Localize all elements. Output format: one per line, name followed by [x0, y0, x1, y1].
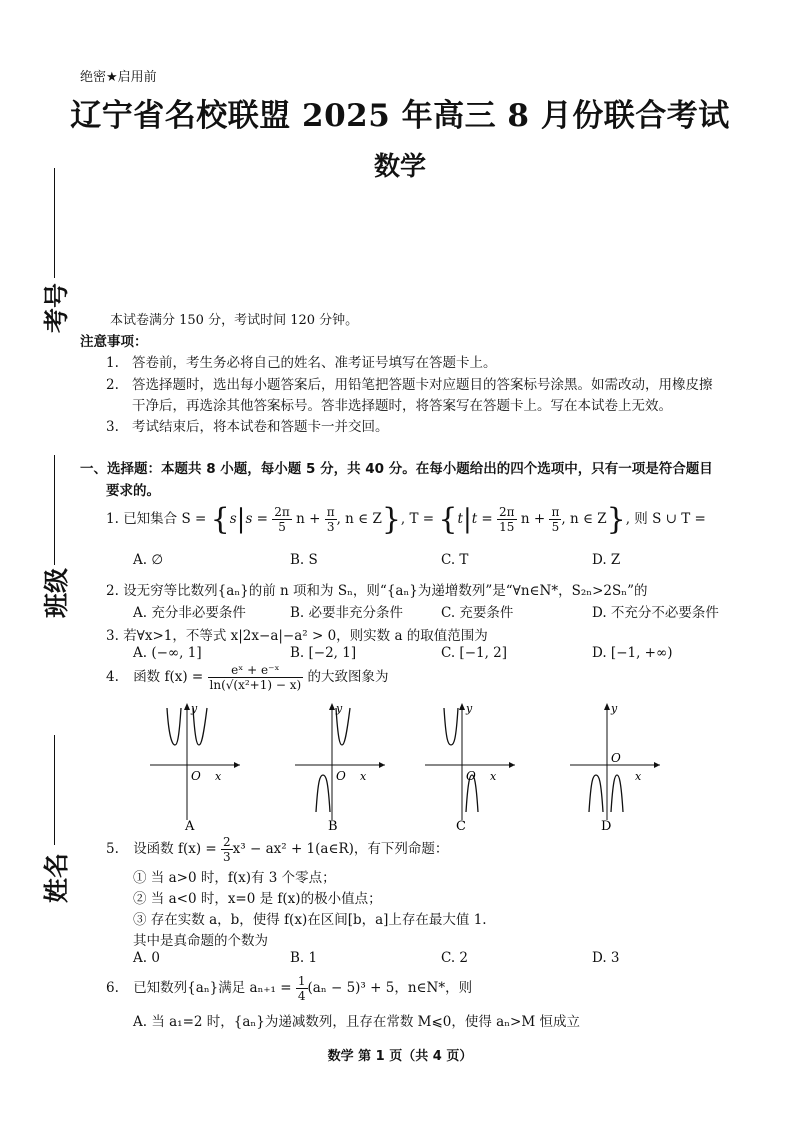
q1-s-brace-close: } — [381, 502, 401, 537]
graph-x-label: x — [490, 770, 497, 783]
q1-t-brace: { — [438, 502, 458, 537]
q1-option-d: D. Z — [592, 552, 621, 568]
q1-t-brace-close: } — [606, 502, 626, 537]
x-axis-arrow — [509, 762, 515, 768]
class-line — [54, 455, 55, 565]
q1-t-cond: t = — [471, 511, 493, 527]
frac-numerator: π — [551, 505, 560, 519]
class-label: 班级 — [42, 567, 72, 619]
q5-option-a: A. 0 — [133, 950, 160, 966]
q4-graph-d — [565, 700, 665, 835]
y-axis-arrow — [459, 703, 465, 710]
graph-x-label: x — [360, 770, 367, 783]
curve-left — [316, 775, 330, 812]
question-number: 5. — [106, 841, 119, 857]
q1-option-a: A. ∅ — [133, 552, 164, 568]
q6-option-a: A. 当 a₁=2 时，{aₙ}为递减数列，且存在常数 M⩽0，使得 aₙ>M 恒成立 — [133, 1014, 580, 1030]
q3-option-d: D. [−1, +∞) — [592, 645, 673, 661]
q1-t-tail: , n ∈ Z — [561, 511, 607, 527]
frac-denominator: 4 — [297, 989, 306, 1003]
graph-x-label: x — [215, 770, 222, 783]
q5-suffix: x³ − ax² + 1(a∈R)，有下列命题： — [232, 841, 449, 857]
q1-s-cond: s = — [245, 511, 268, 527]
q4-fraction — [208, 663, 304, 692]
section-header — [80, 458, 760, 502]
q4-graph-a — [145, 700, 245, 835]
frac-denominator: 5 — [551, 520, 560, 534]
q3-option-c: C. [−1, 2] — [441, 645, 508, 661]
q4-suffix: 的大致图象为 — [307, 669, 389, 685]
y-axis-arrow — [329, 703, 335, 710]
q6-suffix: (aₙ − 5)³ + 5，n∈N*，则 — [307, 980, 473, 996]
q5-question: 其中是真命题的个数为 — [133, 933, 268, 949]
q5-option-b: B. 1 — [290, 950, 318, 966]
graph-origin-label: O — [191, 769, 201, 783]
q1-t-mid: n + — [520, 511, 546, 527]
notice-item-2 — [106, 373, 713, 393]
q2-option-b: B. 必要非充分条件 — [290, 605, 404, 621]
frac-denominator: ln(√(x²+1) − x) — [209, 678, 302, 692]
section-line-1: 一、选择题：本题共 8 小题，每小题 5 分，共 40 分。在每小题给出的四个选项中，只有一项是符合题目 — [80, 461, 713, 477]
q5-fraction — [221, 835, 233, 864]
graph-y-label: y — [466, 702, 473, 715]
notice-title: 注意事项： — [80, 334, 148, 350]
q5-option-d: D. 3 — [592, 950, 620, 966]
q1-suffix: , 则 S ∪ T = — [625, 511, 706, 527]
y-axis-arrow — [184, 703, 190, 710]
subject-title: 数学 — [373, 152, 426, 182]
notice-item-3 — [106, 415, 389, 435]
q6-prefix: 已知数列{aₙ}满足 aₙ₊₁ = — [133, 980, 292, 996]
q1-s-brace: { — [210, 502, 230, 537]
q5-prefix: 设函数 f(x) = — [133, 841, 217, 857]
question-number: 3. — [106, 628, 119, 644]
section-line-2: 要求的。 — [106, 483, 160, 499]
q1-s-mid: n + — [296, 511, 321, 527]
q2-option-d: D. 不充分不必要条件 — [592, 605, 719, 621]
frac-denominator: 3 — [223, 850, 231, 864]
curve-left — [444, 708, 458, 745]
q1-s-bar: | — [236, 504, 246, 535]
frac-denominator: 5 — [278, 520, 286, 534]
frac-numerator: 2π — [274, 505, 290, 519]
question-text: 设无穷等比数列{aₙ}的前 n 项和为 Sₙ，则“{aₙ}为递增数列”是“∀n∈N*，S₂ₙ>2Sₙ”的 — [123, 583, 648, 599]
graph-origin-label: O — [336, 769, 346, 783]
curve-right — [611, 775, 623, 812]
x-axis-arrow — [379, 762, 385, 768]
graph-option-label: C — [456, 819, 466, 834]
q1-s-tail: , n ∈ Z — [336, 511, 382, 527]
q2-option-c: C. 充要条件 — [441, 605, 514, 621]
name-line — [54, 735, 55, 845]
exam-no-label: 考号 — [42, 282, 72, 334]
q1-t-frac2 — [549, 505, 561, 534]
question-1 — [106, 502, 706, 537]
graph-option-label: A — [185, 819, 195, 834]
notice-text: 考试结束后，将本试卷和答题卡一并交回。 — [132, 419, 389, 435]
frac-denominator: 3 — [326, 520, 335, 534]
page-footer: 数学 第 1 页（共 4 页） — [327, 1049, 473, 1064]
graph-x-label: x — [635, 770, 642, 783]
q6-fraction — [296, 974, 308, 1003]
q2-option-a: A. 充分非必要条件 — [133, 605, 246, 621]
question-text: 若∀x>1，不等式 x|2x−a|−a² > 0，则实数 a 的取值范围为 — [123, 628, 488, 644]
curve-left — [589, 775, 603, 812]
x-axis-arrow — [654, 762, 660, 768]
q1-prefix: 已知集合 S = — [123, 511, 207, 527]
q3-option-b: B. [−2, 1] — [290, 645, 357, 661]
question-5 — [106, 835, 448, 864]
question-number: 4. — [106, 669, 119, 685]
notice-num: 2. — [106, 377, 119, 393]
exam-no-line — [54, 168, 55, 278]
notice-item-1 — [106, 351, 497, 371]
curve-left — [167, 708, 181, 745]
q5-statement-2: ② 当 a<0 时，x=0 是 f(x)的极小值点； — [133, 891, 382, 907]
exam-title: 辽宁省名校联盟 2025 年高三 8 月份联合考试 — [70, 98, 730, 134]
intro-text: 本试卷满分 150 分，考试时间 120 分钟。 — [110, 313, 359, 328]
q1-s-frac2 — [325, 505, 337, 534]
graph-y-label: y — [336, 702, 343, 715]
x-axis-arrow — [234, 762, 240, 768]
q1-option-b: B. S — [290, 552, 318, 568]
graph-y-label: y — [611, 702, 618, 715]
question-number: 1. — [106, 511, 119, 527]
q3-option-a: A. (−∞, 1] — [133, 645, 202, 661]
graph-y-label: y — [191, 702, 198, 715]
confidential-mark: 绝密★启用前 — [80, 70, 157, 85]
frac-numerator: 2 — [223, 835, 231, 849]
q1-option-c: C. T — [441, 552, 469, 568]
notice-num: 1. — [106, 355, 119, 371]
q5-statement-1: ① 当 a>0 时，f(x)有 3 个零点； — [133, 870, 336, 886]
graph-option-label: B — [328, 819, 338, 834]
y-axis-arrow — [604, 703, 610, 710]
frac-numerator: π — [326, 505, 335, 519]
question-3 — [106, 624, 488, 644]
q1-t-frac1 — [497, 505, 517, 534]
question-number: 6. — [106, 980, 119, 996]
name-label: 姓名 — [42, 852, 72, 904]
q5-statement-3: ③ 存在实数 a，b，使得 f(x)在区间[b，a]上存在最大值 1. — [133, 912, 487, 928]
q1-s-frac1 — [272, 505, 292, 534]
frac-denominator: 15 — [499, 520, 515, 534]
frac-numerator: 1 — [297, 974, 306, 988]
question-6 — [106, 974, 472, 1003]
question-number: 2. — [106, 583, 119, 599]
question-2 — [106, 579, 647, 599]
question-4 — [106, 663, 389, 692]
graph-origin-label: O — [466, 769, 476, 783]
q5-option-c: C. 2 — [441, 950, 469, 966]
q4-graph-c — [420, 700, 520, 835]
q1-t-bar: | — [462, 504, 472, 535]
q4-graph-b — [290, 700, 390, 835]
notice-item-2-cont: 干净后，再选涂其他答案标号。答非选择题时，将答案写在答题卡上。写在本试卷上无效。 — [132, 398, 672, 414]
notice-text: 答卷前，考生务必将自己的姓名、准考证号填写在答题卡上。 — [132, 355, 497, 371]
q1-s-var: s — [229, 511, 237, 527]
q1-t-var: t — [457, 511, 463, 527]
q4-prefix: 函数 f(x) = — [133, 669, 204, 685]
graph-option-label: D — [601, 819, 612, 834]
notice-num: 3. — [106, 419, 119, 435]
frac-numerator: 2π — [499, 505, 515, 519]
frac-numerator: eˣ + e⁻ˣ — [208, 663, 304, 678]
graph-origin-label: O — [611, 751, 621, 765]
notice-text: 答选择题时，选出每小题答案后，用铅笔把答题卡对应题目的答案标号涂黑。如需改动，用橡皮擦 — [132, 377, 713, 393]
q1-t-prefix: , T = — [400, 511, 435, 527]
